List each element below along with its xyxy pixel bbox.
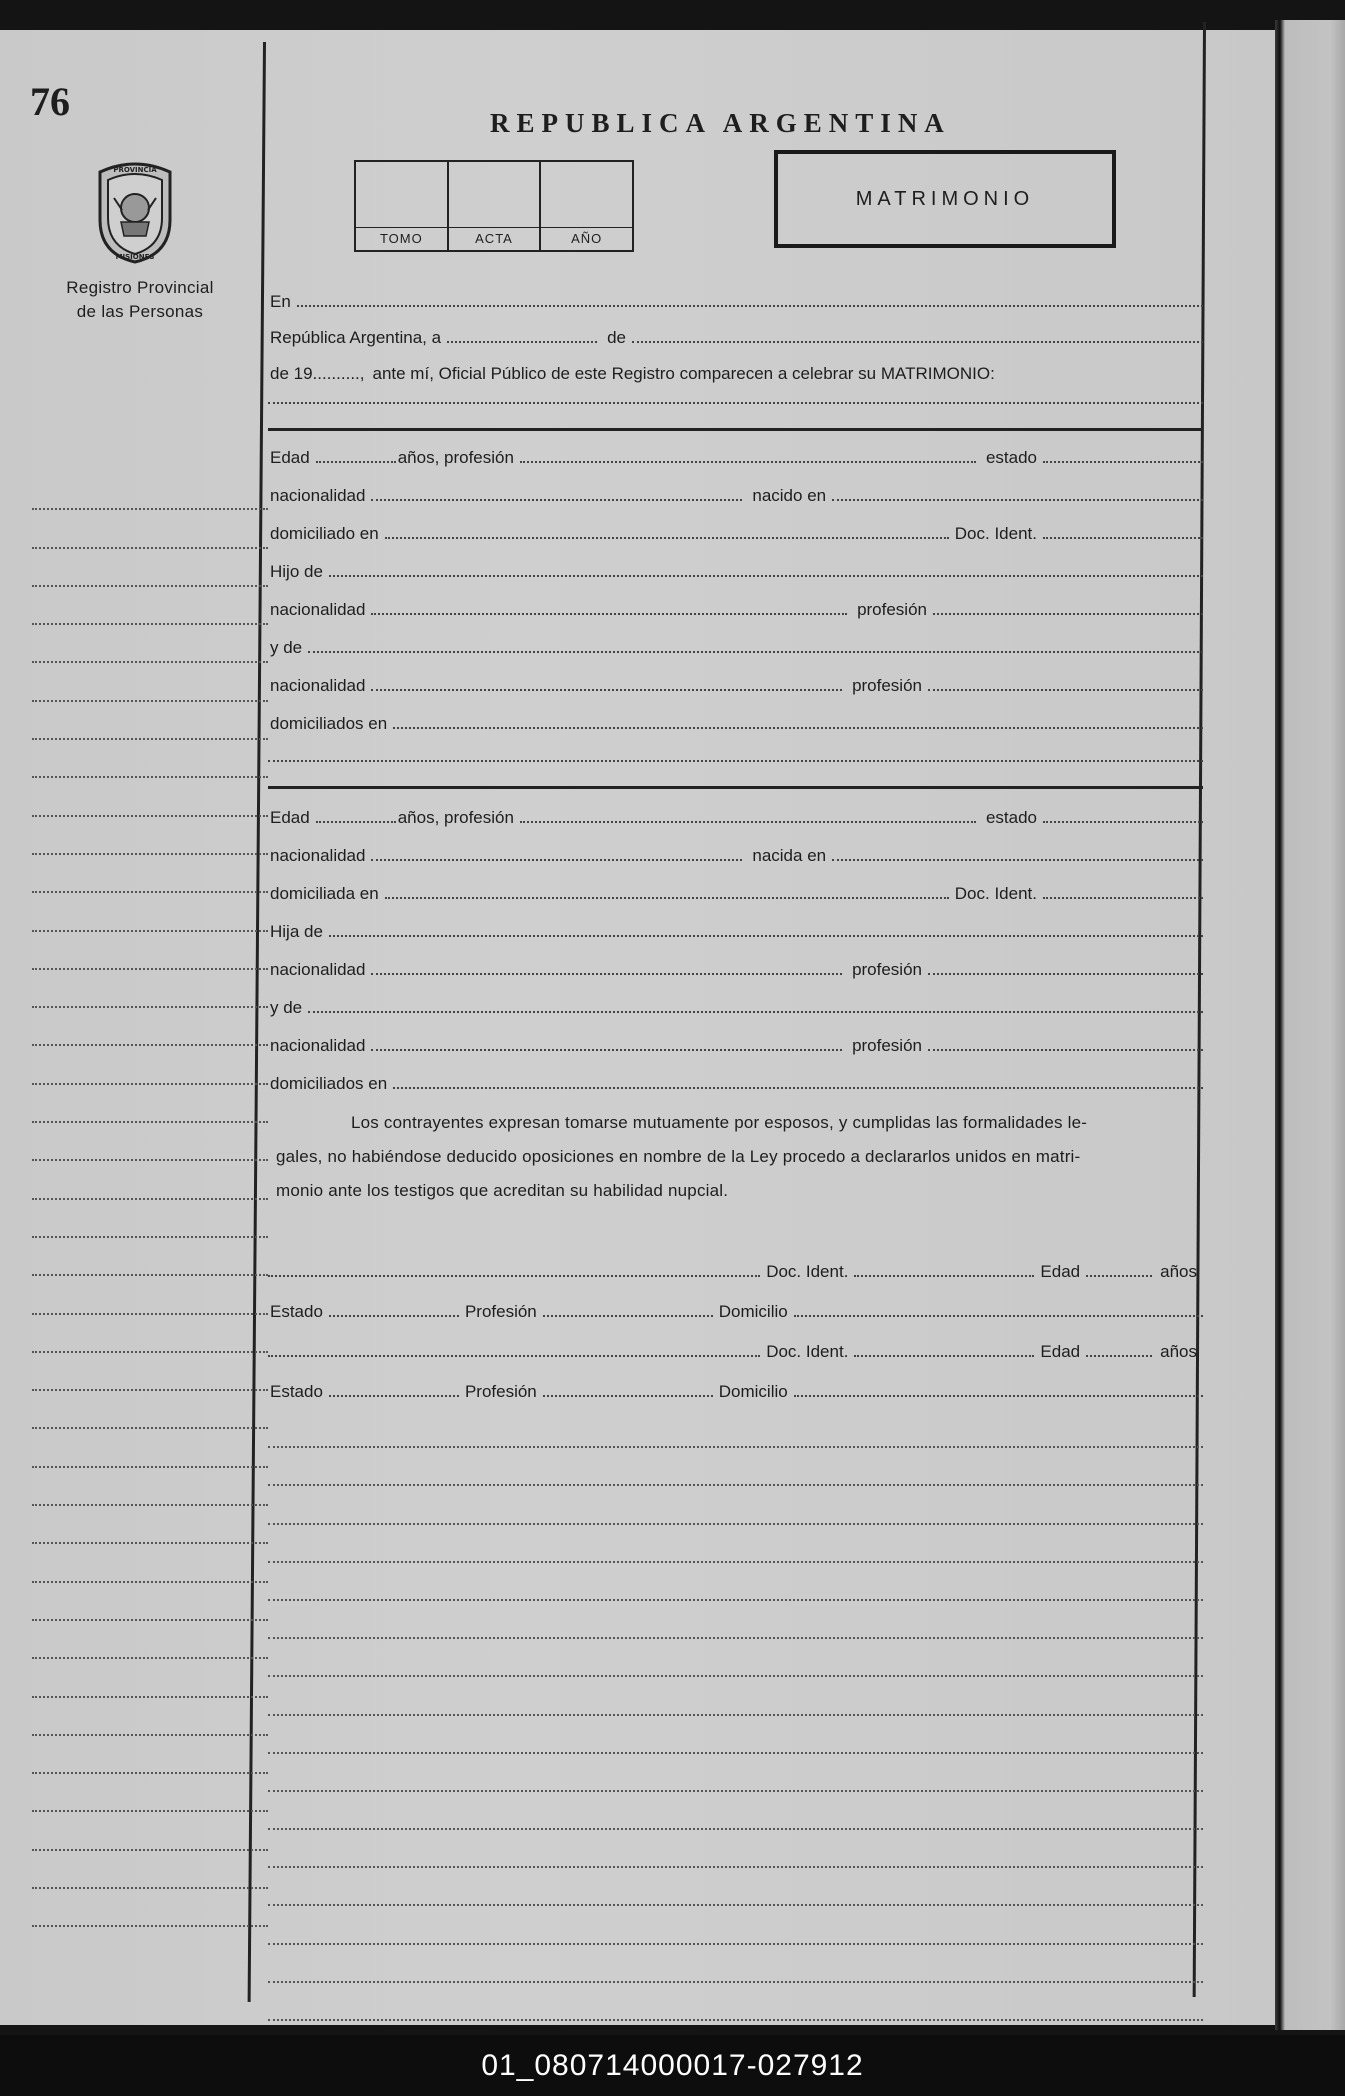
page-number: 76 xyxy=(30,79,70,124)
witness-1-details-row: Estado Profesión Domicilio xyxy=(268,1302,1203,1322)
groom-mother-row: y de xyxy=(268,638,1203,658)
place-row: En xyxy=(268,292,1203,312)
groom-address-row: domiciliado en Doc. Ident. xyxy=(268,524,1203,544)
groom-father-row: Hijo de xyxy=(268,562,1203,582)
groom-separator xyxy=(268,428,1203,431)
signature-lines xyxy=(268,1410,1203,2021)
witness-2-details-row: Estado Profesión Domicilio xyxy=(268,1382,1203,1402)
bride-mother-nationality-row: nacionalidad profesión xyxy=(268,1036,1203,1056)
groom-father-nationality-row: nacionalidad profesión xyxy=(268,600,1203,620)
scan-id-footer: 01_080714000017-027912 xyxy=(0,2035,1345,2096)
registry-line-2: de las Personas xyxy=(76,302,204,321)
country-title: REPUBLICA ARGENTINA xyxy=(490,108,951,138)
record-type-box: MATRIMONIO xyxy=(774,150,1116,248)
date-row: República Argentina, a de xyxy=(268,328,1203,348)
tomo-acta-ano-boxes xyxy=(354,160,634,252)
bride-parents-address-row: domiciliados en xyxy=(268,1074,1203,1094)
bride-father-nationality-row: nacionalidad profesión xyxy=(268,960,1203,980)
groom-mother-nationality-row: nacionalidad profesión xyxy=(268,676,1203,696)
groom-blank-row xyxy=(268,760,1203,767)
intro-blank-row xyxy=(268,402,1203,409)
acta-box: ACTA xyxy=(449,162,542,250)
bride-age-row: Edad años, profesión estado xyxy=(268,808,1203,828)
bride-nationality-row: nacionalidad nacida en xyxy=(268,846,1203,866)
declaration-text: Los contrayentes expresan tomarse mutuamente por esposos, y cumplidas las formalidades le- gales, no habiéndose deducido oposiciones en nombre de la Ley procedo a declararlos unidos en matri- monio ante los testigos que acreditan su habilidad nupcial. xyxy=(276,1113,1088,1200)
bride-separator xyxy=(268,786,1203,789)
bride-mother-row: y de xyxy=(268,998,1203,1018)
margin-notes xyxy=(32,472,268,1927)
provincial-seal-icon xyxy=(92,158,178,264)
tomo-box: TOMO xyxy=(356,162,449,250)
bride-father-row: Hija de xyxy=(268,922,1203,942)
registry-name xyxy=(50,276,230,324)
intro-row: de 19.........., ante mí, Oficial Público de este Registro comparecen a celebrar su MATRIMONIO: xyxy=(270,364,995,383)
ano-box: AÑO xyxy=(541,162,632,250)
groom-parents-address-row: domiciliados en xyxy=(268,714,1203,734)
witness-2-name-row: Doc. Ident. Edad años xyxy=(268,1342,1203,1362)
svg-text:MISIONES: MISIONES xyxy=(115,253,155,261)
bride-address-row: domiciliada en Doc. Ident. xyxy=(268,884,1203,904)
groom-nationality-row: nacionalidad nacido en xyxy=(268,486,1203,506)
book-edge xyxy=(1275,20,1345,2030)
svg-text:PROVINCIA: PROVINCIA xyxy=(113,166,157,174)
groom-age-row: Edad años, profesión estado xyxy=(268,448,1203,468)
witness-1-name-row: Doc. Ident. Edad años xyxy=(268,1262,1203,1282)
registry-line-1: Registro Provincial xyxy=(66,278,214,297)
